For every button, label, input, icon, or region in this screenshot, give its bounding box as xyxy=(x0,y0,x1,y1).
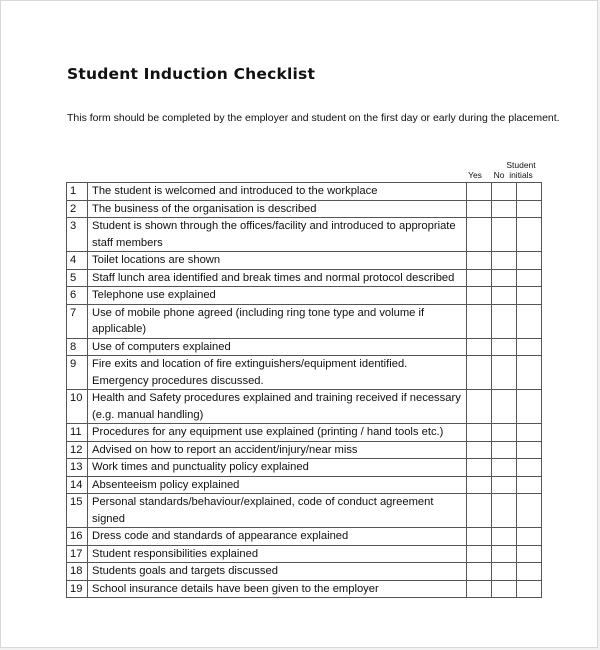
item-description: Health and Safety procedures explained and training received if necessary (e.g. manual handling) xyxy=(88,390,467,424)
item-description: Dress code and standards of appearance explained xyxy=(88,528,467,546)
no-cell[interactable] xyxy=(492,304,517,338)
item-description: Procedures for any equipment use explained (printing / hand tools etc.) xyxy=(88,424,467,442)
initials-cell[interactable] xyxy=(517,200,542,218)
item-number: 15 xyxy=(67,494,88,528)
column-header-no: No xyxy=(493,170,505,180)
intro-text: This form should be completed by the employer and student on the first day or early during the placement. xyxy=(67,112,560,124)
item-description: Use of computers explained xyxy=(88,338,467,356)
item-description: Fire exits and location of fire extinguishers/equipment identified. Emergency procedures discussed. xyxy=(88,356,467,390)
item-number: 16 xyxy=(67,528,88,546)
no-cell[interactable] xyxy=(492,563,517,581)
no-cell[interactable] xyxy=(492,528,517,546)
table-row xyxy=(67,356,542,390)
table-row xyxy=(67,441,542,459)
no-cell[interactable] xyxy=(492,200,517,218)
item-number: 3 xyxy=(67,218,88,252)
yes-cell[interactable] xyxy=(467,390,492,424)
table-row xyxy=(67,424,542,442)
yes-cell[interactable] xyxy=(467,494,492,528)
yes-cell[interactable] xyxy=(467,356,492,390)
item-number: 8 xyxy=(67,338,88,356)
initials-cell[interactable] xyxy=(517,183,542,201)
yes-cell[interactable] xyxy=(467,338,492,356)
item-number: 18 xyxy=(67,563,88,581)
yes-cell[interactable] xyxy=(467,218,492,252)
initials-cell[interactable] xyxy=(517,563,542,581)
no-cell[interactable] xyxy=(492,459,517,477)
yes-cell[interactable] xyxy=(467,269,492,287)
initials-cell[interactable] xyxy=(517,476,542,494)
table-row xyxy=(67,218,542,252)
item-number: 5 xyxy=(67,269,88,287)
item-description: Use of mobile phone agreed (including ring tone type and volume if applicable) xyxy=(88,304,467,338)
item-description: Absenteeism policy explained xyxy=(88,476,467,494)
table-row xyxy=(67,528,542,546)
yes-cell[interactable] xyxy=(467,304,492,338)
table-row xyxy=(67,183,542,201)
yes-cell[interactable] xyxy=(467,476,492,494)
column-header-yes: Yes xyxy=(468,170,482,180)
table-row xyxy=(67,200,542,218)
column-header-initials-line1: Student xyxy=(506,160,536,170)
yes-cell[interactable] xyxy=(467,183,492,201)
no-cell[interactable] xyxy=(492,441,517,459)
initials-cell[interactable] xyxy=(517,441,542,459)
item-number: 11 xyxy=(67,424,88,442)
checklist-body xyxy=(67,183,542,598)
initials-cell[interactable] xyxy=(517,287,542,305)
initials-cell[interactable] xyxy=(517,545,542,563)
item-number: 1 xyxy=(67,183,88,201)
item-number: 19 xyxy=(67,580,88,598)
table-row xyxy=(67,580,542,598)
initials-cell[interactable] xyxy=(517,459,542,477)
yes-cell[interactable] xyxy=(467,441,492,459)
table-row xyxy=(67,269,542,287)
initials-cell[interactable] xyxy=(517,528,542,546)
no-cell[interactable] xyxy=(492,183,517,201)
column-header-student-initials xyxy=(499,160,543,180)
item-number: 10 xyxy=(67,390,88,424)
item-number: 2 xyxy=(67,200,88,218)
table-row xyxy=(67,494,542,528)
item-description: Advised on how to report an accident/injury/near miss xyxy=(88,441,467,459)
item-description: The student is welcomed and introduced to the workplace xyxy=(88,183,467,201)
table-row xyxy=(67,563,542,581)
no-cell[interactable] xyxy=(492,494,517,528)
initials-cell[interactable] xyxy=(517,304,542,338)
yes-cell[interactable] xyxy=(467,287,492,305)
table-row xyxy=(67,287,542,305)
item-description: Telephone use explained xyxy=(88,287,467,305)
table-row xyxy=(67,459,542,477)
initials-cell[interactable] xyxy=(517,218,542,252)
item-number: 9 xyxy=(67,356,88,390)
page-title: Student Induction Checklist xyxy=(67,65,316,83)
table-row xyxy=(67,252,542,270)
initials-cell[interactable] xyxy=(517,269,542,287)
item-number: 4 xyxy=(67,252,88,270)
item-description: Work times and punctuality policy explained xyxy=(88,459,467,477)
item-number: 17 xyxy=(67,545,88,563)
initials-cell[interactable] xyxy=(517,390,542,424)
initials-cell[interactable] xyxy=(517,356,542,390)
item-description: Staff lunch area identified and break times and normal protocol described xyxy=(88,269,467,287)
item-number: 13 xyxy=(67,459,88,477)
item-description: Toilet locations are shown xyxy=(88,252,467,270)
item-description: School insurance details have been given to the employer xyxy=(88,580,467,598)
yes-cell[interactable] xyxy=(467,528,492,546)
table-row xyxy=(67,390,542,424)
item-number: 14 xyxy=(67,476,88,494)
no-cell[interactable] xyxy=(492,356,517,390)
item-number: 7 xyxy=(67,304,88,338)
initials-cell[interactable] xyxy=(517,494,542,528)
item-number: 6 xyxy=(67,287,88,305)
no-cell[interactable] xyxy=(492,424,517,442)
no-cell[interactable] xyxy=(492,545,517,563)
item-number: 12 xyxy=(67,441,88,459)
no-cell[interactable] xyxy=(492,580,517,598)
yes-cell[interactable] xyxy=(467,545,492,563)
table-row xyxy=(67,476,542,494)
no-cell[interactable] xyxy=(492,269,517,287)
table-row xyxy=(67,338,542,356)
no-cell[interactable] xyxy=(492,476,517,494)
checklist-table xyxy=(66,182,542,598)
no-cell[interactable] xyxy=(492,390,517,424)
table-row xyxy=(67,545,542,563)
initials-cell[interactable] xyxy=(517,580,542,598)
yes-cell[interactable] xyxy=(467,200,492,218)
no-cell[interactable] xyxy=(492,287,517,305)
item-description: Student is shown through the offices/facility and introduced to appropriate staff members xyxy=(88,218,467,252)
yes-cell[interactable] xyxy=(467,563,492,581)
initials-cell[interactable] xyxy=(517,338,542,356)
item-description: Personal standards/behaviour/explained, code of conduct agreement signed xyxy=(88,494,467,528)
item-description: Student responsibilities explained xyxy=(88,545,467,563)
no-cell[interactable] xyxy=(492,218,517,252)
initials-cell[interactable] xyxy=(517,424,542,442)
yes-cell[interactable] xyxy=(467,459,492,477)
yes-cell[interactable] xyxy=(467,252,492,270)
item-description: Students goals and targets discussed xyxy=(88,563,467,581)
item-description: The business of the organisation is described xyxy=(88,200,467,218)
no-cell[interactable] xyxy=(492,252,517,270)
no-cell[interactable] xyxy=(492,338,517,356)
yes-cell[interactable] xyxy=(467,424,492,442)
yes-cell[interactable] xyxy=(467,580,492,598)
initials-cell[interactable] xyxy=(517,252,542,270)
table-row xyxy=(67,304,542,338)
column-header-initials-line2: initials xyxy=(509,170,533,180)
